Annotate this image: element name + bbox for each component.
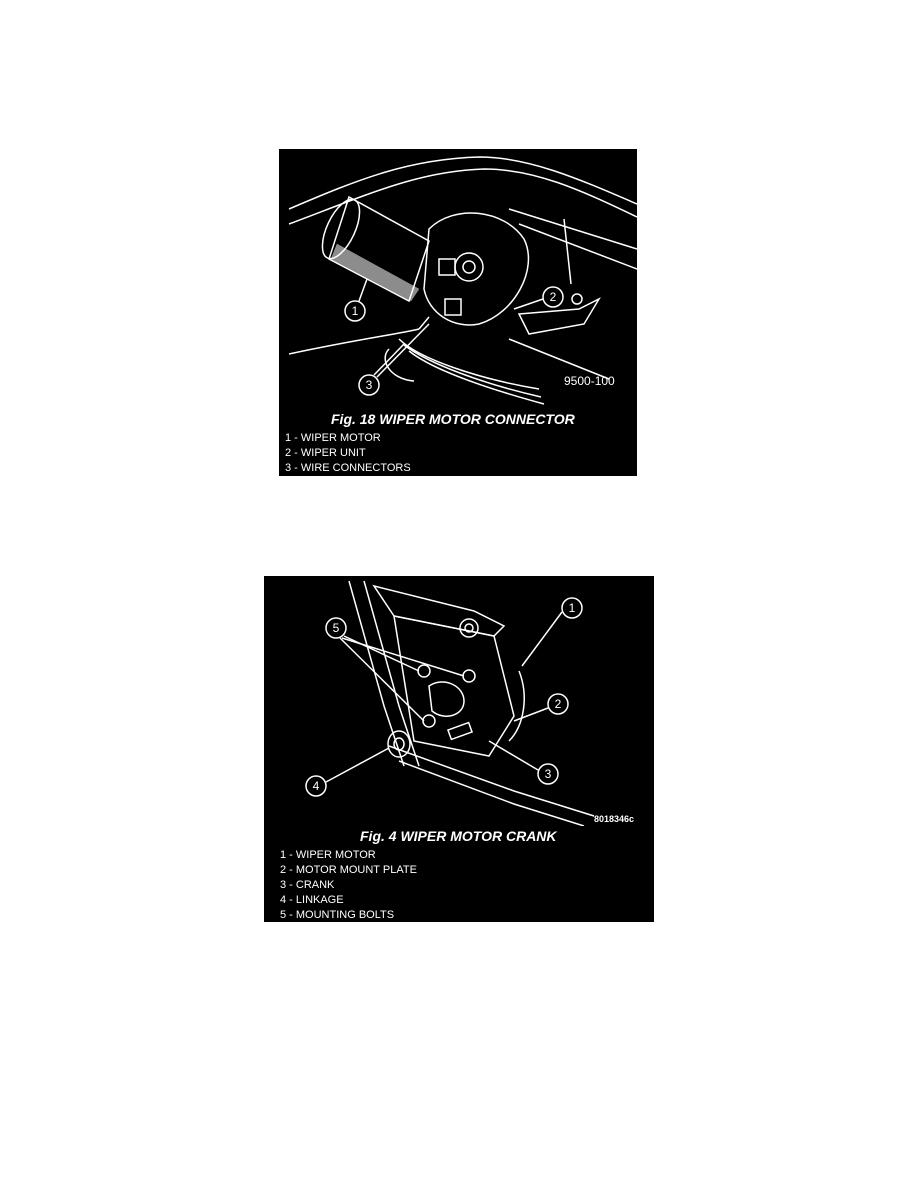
legend-item: 1 - WIPER MOTOR: [285, 432, 381, 444]
legend-item: 5 - MOUNTING BOLTS: [280, 909, 395, 921]
callout-3: 3: [365, 378, 373, 392]
figure-legend: [280, 848, 417, 922]
legend-item: 3 - CRANK: [280, 879, 335, 891]
wiper-motor-connector-illustration: [279, 149, 637, 409]
legend-item: 2 - MOTOR MOUNT PLATE: [280, 864, 417, 876]
callout-5: 5: [332, 621, 340, 635]
callout-2: 2: [549, 290, 557, 304]
figure-wiper-motor-connector: [279, 149, 637, 476]
callout-4: 4: [312, 779, 320, 793]
callout-1: 1: [351, 304, 359, 318]
wiper-motor-crank-illustration: [264, 576, 654, 826]
figure-wiper-motor-crank: [264, 576, 654, 922]
legend-item: 3 - WIRE CONNECTORS: [285, 462, 411, 474]
legend-item: 2 - WIPER UNIT: [285, 447, 366, 459]
callout-2: 2: [554, 697, 562, 711]
figure-title: Fig. 18 WIPER MOTOR CONNECTOR: [331, 411, 575, 427]
figure-code: 8018346c: [594, 814, 635, 824]
legend-item: 4 - LINKAGE: [280, 894, 344, 906]
callout-1: 1: [568, 601, 576, 615]
legend-item: 1 - WIPER MOTOR: [280, 849, 376, 861]
figure-title: Fig. 4 WIPER MOTOR CRANK: [360, 828, 557, 844]
figure-legend: [285, 431, 411, 476]
callout-3: 3: [544, 767, 552, 781]
figure-code: 9500-100: [564, 374, 615, 388]
